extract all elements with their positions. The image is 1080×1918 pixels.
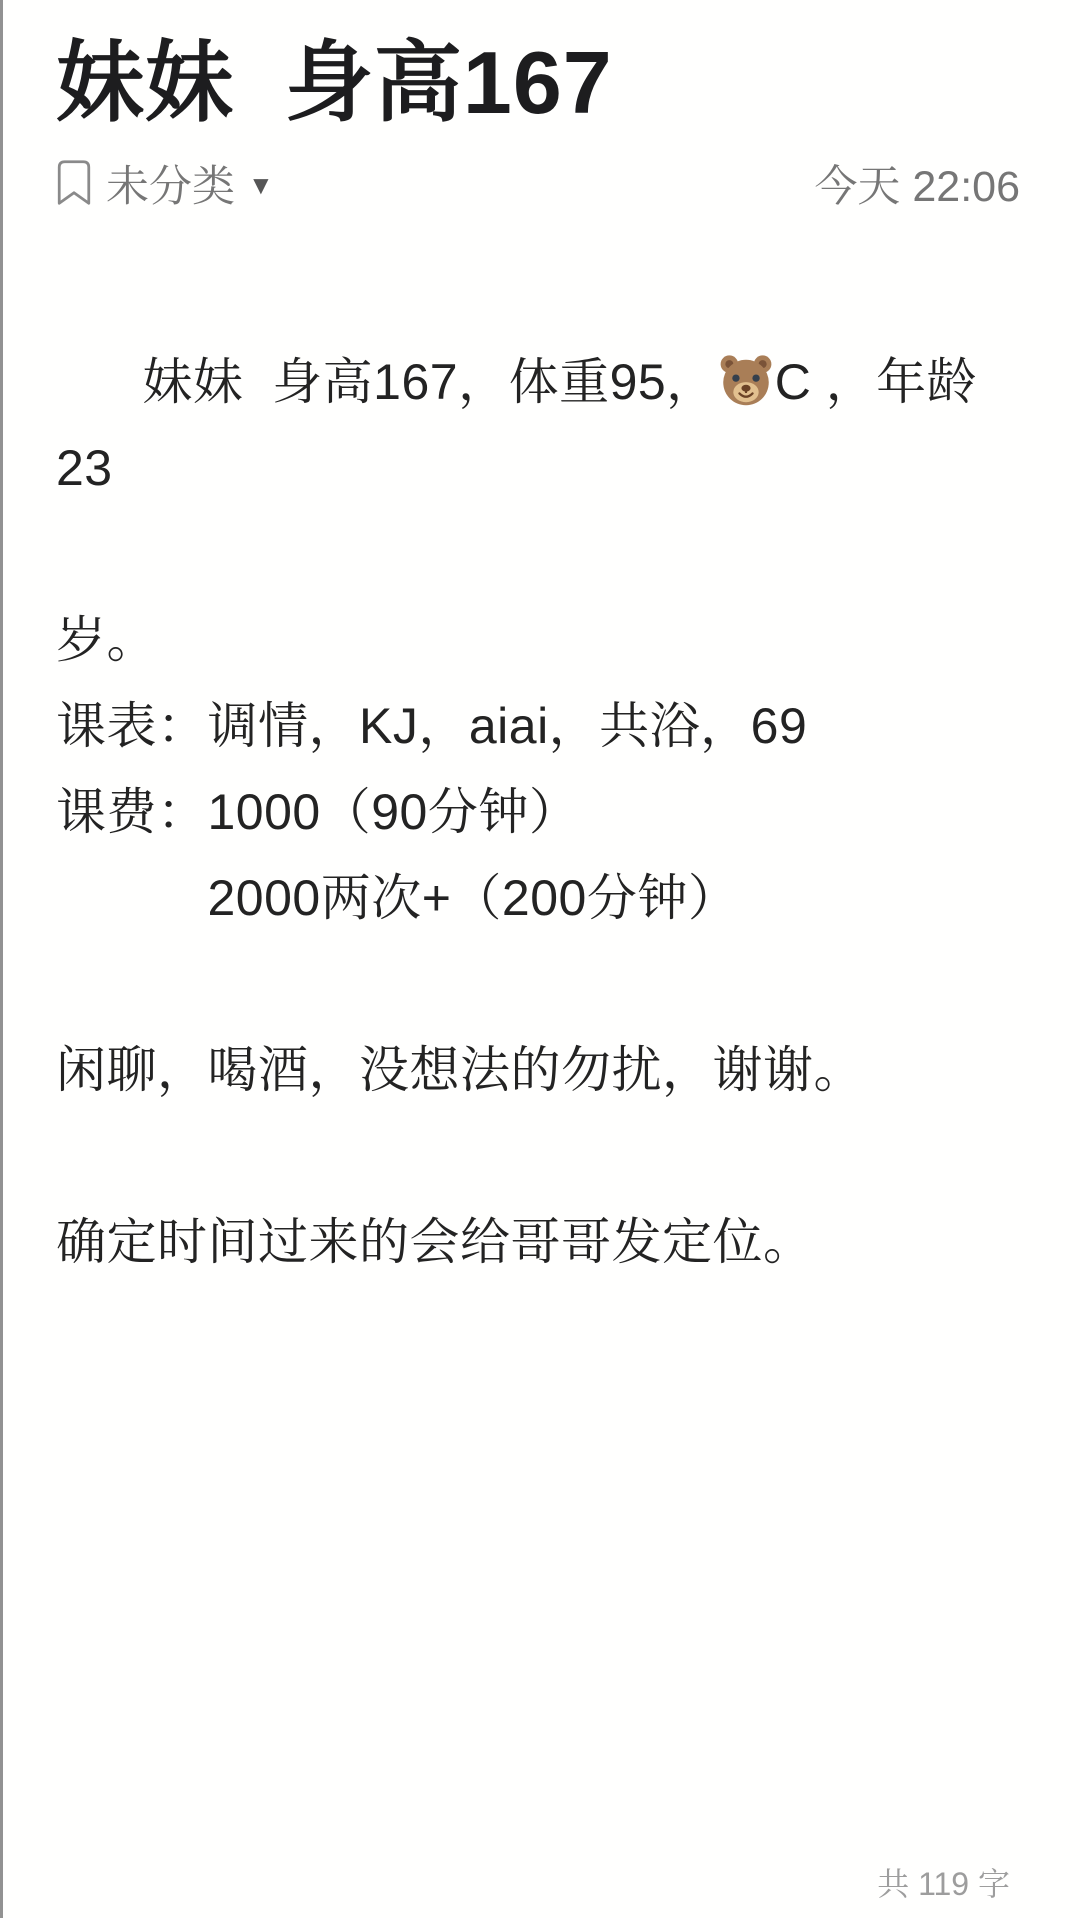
bookmark-icon	[56, 159, 92, 207]
meta-row	[56, 154, 1020, 212]
body-line-1	[56, 253, 1020, 597]
bear-face-emoji-icon	[718, 351, 774, 407]
body-text-segment: 妹妹 身高167，体重95，	[142, 354, 717, 410]
body-text-segment: C ，年龄23	[56, 354, 978, 496]
dropdown-arrow-icon: ▼	[248, 169, 274, 200]
body-line-9: 确定时间过来的会给哥哥发定位。	[56, 1214, 814, 1270]
body-line-7: 闲聊，喝酒，没想法的勿扰，谢谢。	[56, 1042, 864, 1098]
note-title[interactable]: 妹妹 身高167	[56, 33, 613, 132]
category-label: 未分类	[106, 162, 235, 211]
note-timestamp: 今天 22:06	[814, 162, 1020, 211]
word-count: 共 119 字	[877, 1866, 1010, 1902]
body-line-6	[56, 941, 1020, 1027]
category-selector[interactable]	[56, 153, 274, 214]
body-line-4: 课费：1000（90分钟）	[56, 784, 580, 840]
note-body[interactable]	[56, 253, 1020, 1285]
body-line-3: 课表：调情，KJ，aiai，共浴，69	[56, 698, 808, 754]
body-line-2: 岁。	[56, 612, 157, 668]
body-line-8	[56, 1113, 1020, 1199]
body-line-5: 2000两次+（200分钟）	[56, 870, 739, 926]
